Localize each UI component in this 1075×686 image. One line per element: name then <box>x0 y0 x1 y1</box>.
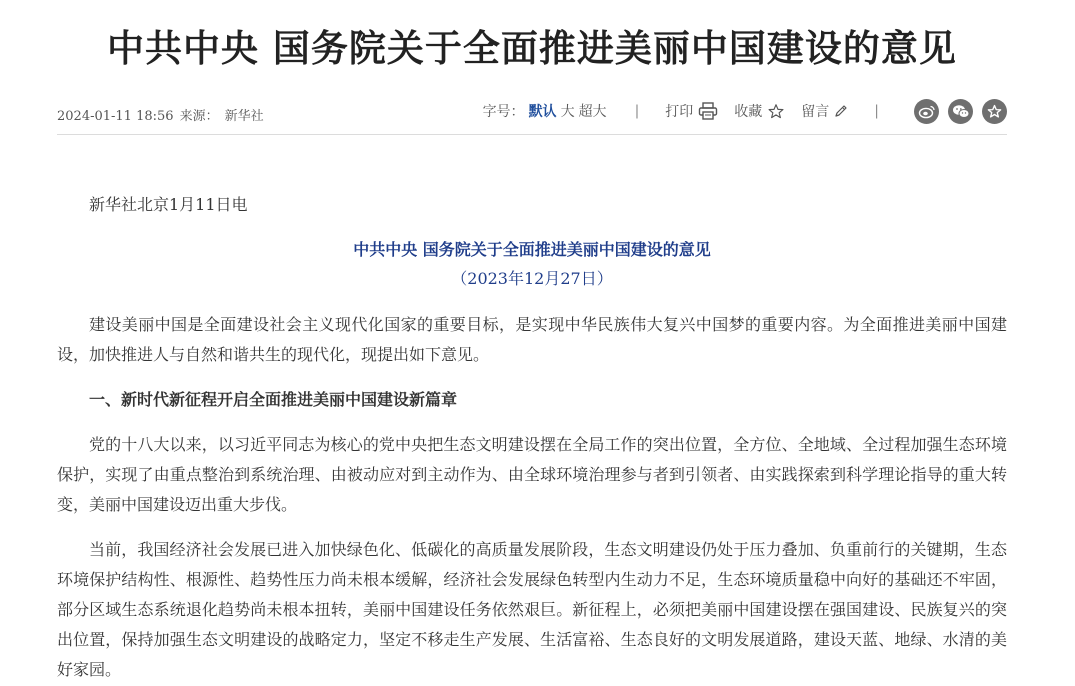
printer-icon <box>698 102 718 120</box>
fontsize-label: 字号： <box>482 104 525 120</box>
source-label: 来源： <box>179 109 219 124</box>
paragraph: 建设美丽中国是全面建设社会主义现代化国家的重要目标，是实现中华民族伟大复兴中国梦的重要内容。为全面推进美丽中国建设，加快推进人与自然和谐共生的现代化，现提出如下意见。 <box>57 315 1007 364</box>
article-meta <box>57 105 270 124</box>
comment-label: 留言 <box>801 104 830 120</box>
fontsize-large-button[interactable]: 大 <box>560 104 575 120</box>
fontsize-default-button[interactable]: 默认 <box>528 104 557 120</box>
article-dateline: 新华社北京1月11日电 <box>89 195 248 214</box>
publish-datetime: 2024-01-11 18:56 <box>57 109 174 124</box>
toolbar-separator: | <box>634 103 640 119</box>
article-body <box>57 190 1007 686</box>
weibo-icon[interactable] <box>914 99 939 124</box>
star-outline-icon <box>767 103 785 120</box>
document-title: 中共中央 国务院关于全面推进美丽中国建设的意见 <box>353 240 711 259</box>
print-button[interactable] <box>665 101 718 121</box>
article-meta-bar <box>57 96 1007 135</box>
toolbar-separator-2: | <box>874 103 879 119</box>
print-label: 打印 <box>665 104 694 120</box>
source-name: 新华社 <box>224 109 264 124</box>
comment-button[interactable] <box>801 101 848 121</box>
favorite-label: 收藏 <box>734 104 763 120</box>
page-title: 中共中央 国务院关于全面推进美丽中国建设的意见 <box>107 27 957 70</box>
document-date: （2023年12月27日） <box>451 269 613 288</box>
fontsize-xlarge-button[interactable]: 超大 <box>578 104 607 120</box>
section-heading: 一、新时代新征程开启全面推进美丽中国建设新篇章 <box>89 390 458 409</box>
paragraph: 党的十八大以来，以习近平同志为核心的党中央把生态文明建设摆在全局工作的突出位置，全方位、全地域、全过程加强生态环境保护，实现了由重点整治到系统治理、由被动应对到主动作为、由全球环境治理参与者到引领者、由实践探索到科学理论指导的重大转变，美丽中国建设迈出重大步伐。 <box>57 435 1007 514</box>
favorite-button[interactable] <box>734 101 785 121</box>
paragraph: 当前，我国经济社会发展已进入加快绿色化、低碳化的高质量发展阶段，生态文明建设仍处于压力叠加、负重前行的关键期，生态环境保护结构性、根源性、趋势性压力尚未根本缓解，经济社会发展绿色转型内生动力不足，生态环境质量稳中向好的基础还不牢固，部分区域生态系统退化趋势尚未根本扭转，美丽中国建设任务依然艰巨。新征程上，必须把美丽中国建设摆在强国建设、民族复兴的突出位置，保持加强生态文明建设的战略定力，坚定不移走生产发展、生活富裕、生态良好的文明发展道路，建设天蓝、地绿、水清的美好家园。 <box>57 540 1007 679</box>
article-toolbar <box>483 96 1007 126</box>
wechat-icon[interactable] <box>948 99 973 124</box>
favorite-star-icon[interactable] <box>982 99 1007 124</box>
pencil-icon <box>834 104 848 118</box>
